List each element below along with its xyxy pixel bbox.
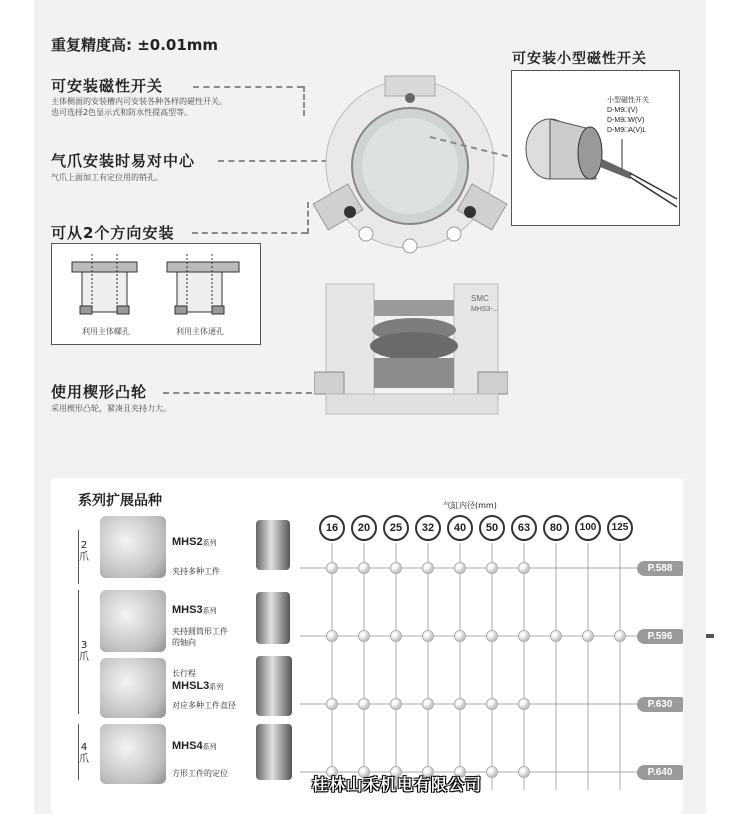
page-ref-mhs2[interactable]: P.588 xyxy=(637,561,683,576)
page-ref-mhs4[interactable]: P.640 xyxy=(637,765,683,780)
series-desc-mhs3: 夹持圆筒形工件 的轴向 xyxy=(172,627,228,647)
switch-model-2: D-M9□W(V) xyxy=(607,117,645,124)
availability-node xyxy=(326,562,338,574)
feature-title-switch: 可安装磁性开关 xyxy=(51,77,164,95)
series-panel-title: 系列扩展品种 xyxy=(78,493,162,509)
series-name-mhs3: MHS3系列 xyxy=(172,604,217,616)
switch-label: 小型磁性开关 xyxy=(607,96,649,104)
availability-node xyxy=(422,698,434,710)
product-brand-label: SMC xyxy=(471,294,489,303)
mhsl3-side-image xyxy=(256,656,292,716)
feature-desc-switch: 主体侧面的安装槽内可安装各种各样的磁性开关。 也可选择2色显示式和防水性提高型等。 xyxy=(51,97,227,117)
availability-node xyxy=(486,630,498,642)
claw-group-3: 3 爪 xyxy=(79,640,89,663)
availability-node xyxy=(390,562,402,574)
mount-label-through: 利用主体通孔 xyxy=(176,327,224,336)
availability-node xyxy=(518,698,530,710)
bore-label: 80 xyxy=(543,515,569,541)
switch-model-3: D-M9□A(V)L xyxy=(607,127,647,134)
page-ref-mhsl3[interactable]: P.630 xyxy=(637,697,683,712)
switch-model-1: D-M9□(V) xyxy=(607,107,638,114)
mount-label-thread: 利用主体螺孔 xyxy=(82,327,130,336)
precision-heading: 重复精度高: ±0.01mm xyxy=(51,36,219,54)
availability-node xyxy=(358,698,370,710)
mhs4-product-image xyxy=(100,724,166,784)
series-desc-mhs4: 方形工件的定位 xyxy=(172,769,228,778)
availability-node xyxy=(486,562,498,574)
series-desc-mhs2: 夹持多种工件 xyxy=(172,567,220,576)
mhsl3-product-image xyxy=(100,658,166,718)
page-tab-marker xyxy=(706,634,714,638)
bore-label: 50 xyxy=(479,515,505,541)
series-name-mhs2: MHS2系列 xyxy=(172,536,217,548)
availability-node xyxy=(390,630,402,642)
mhs3-side-image xyxy=(256,592,290,644)
mhs2-product-image xyxy=(100,516,166,578)
availability-node xyxy=(454,698,466,710)
series-prefix-mhsl3: 长行程 xyxy=(172,669,196,678)
availability-node xyxy=(358,630,370,642)
bore-label: 63 xyxy=(511,515,537,541)
availability-node xyxy=(486,698,498,710)
availability-node xyxy=(454,630,466,642)
company-watermark: 桂林山禾机电有限公司 xyxy=(312,775,483,794)
availability-node xyxy=(326,630,338,642)
availability-node xyxy=(326,698,338,710)
mhs2-side-image xyxy=(256,520,290,570)
availability-node xyxy=(422,562,434,574)
claw-group-4: 4 爪 xyxy=(79,742,89,765)
feature-desc-cam: 采用楔形凸轮，紧凑且夹持力大。 xyxy=(51,404,171,413)
availability-node xyxy=(582,630,594,642)
bore-axis-label: 气缸内径(mm) xyxy=(443,501,497,510)
bore-label: 20 xyxy=(351,515,377,541)
series-desc-mhsl3: 对应多种工件直径 xyxy=(172,701,236,710)
availability-node xyxy=(454,562,466,574)
availability-node xyxy=(614,630,626,642)
bore-label: 125 xyxy=(607,515,633,541)
availability-node xyxy=(486,766,498,778)
mhs4-side-image xyxy=(256,724,292,780)
switch-box-title: 可安装小型磁性开关 xyxy=(512,51,647,67)
product-model-label: MHS3-... xyxy=(471,306,499,313)
series-name-mhsl3: MHSL3系列 xyxy=(172,680,224,692)
bore-label: 32 xyxy=(415,515,441,541)
claw-group-2: 2 爪 xyxy=(79,540,89,563)
availability-node xyxy=(358,562,370,574)
feature-title-center: 气爪安装时易对中心 xyxy=(51,152,196,170)
availability-node xyxy=(518,766,530,778)
availability-node xyxy=(390,698,402,710)
series-name-mhs4: MHS4系列 xyxy=(172,740,217,752)
page-ref-mhs3[interactable]: P.596 xyxy=(637,629,683,644)
availability-node xyxy=(518,562,530,574)
mhs3-product-image xyxy=(100,590,166,652)
feature-desc-center: 气爪上面加工有定位用的销孔。 xyxy=(51,173,163,182)
bore-label: 16 xyxy=(319,515,345,541)
availability-node xyxy=(422,630,434,642)
feature-title-mount: 可从2个方向安装 xyxy=(51,224,175,242)
feature-title-cam: 使用楔形凸轮 xyxy=(51,383,148,401)
bore-label: 100 xyxy=(575,515,601,541)
availability-node xyxy=(518,630,530,642)
availability-node xyxy=(550,630,562,642)
bore-label: 25 xyxy=(383,515,409,541)
bore-label: 40 xyxy=(447,515,473,541)
